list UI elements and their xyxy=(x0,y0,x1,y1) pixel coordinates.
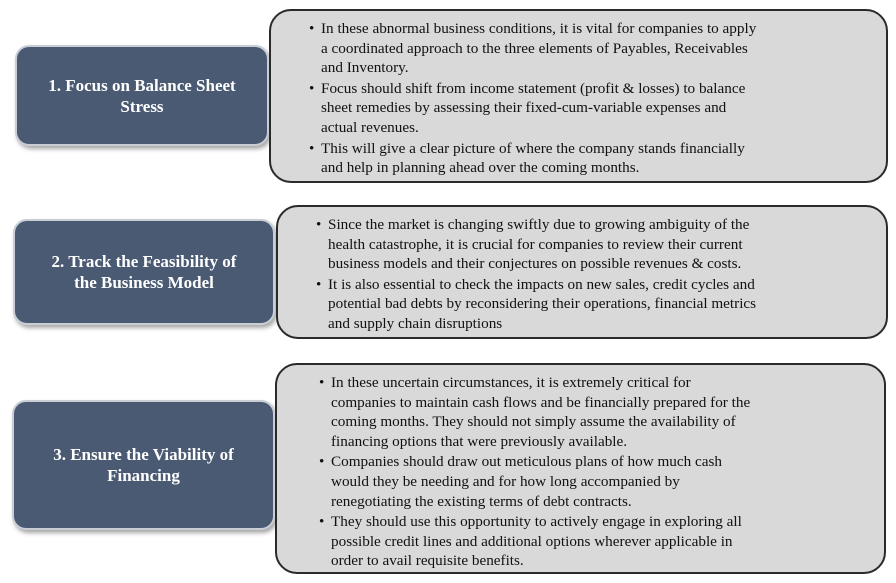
section-2-title-line-2: the Business Model xyxy=(74,273,214,292)
bullet-glyph: • xyxy=(309,139,315,157)
bullet-line: It is also essential to check the impacts on new sales, credit cycles and xyxy=(328,275,755,293)
section-1-title xyxy=(48,75,235,117)
bullet-line: This will give a clear picture of where the company stands financially xyxy=(321,139,745,157)
bullet-line: Companies should draw out meticulous plans of how much cash xyxy=(331,453,723,471)
bullet-glyph: • xyxy=(309,20,315,37)
section-1-title-line-1: 1. Focus on Balance Sheet xyxy=(48,75,236,95)
bullet-line: a coordinated approach to the three elements of Payables, Receivables xyxy=(321,39,748,57)
section-3-title-line-2: Financing xyxy=(107,466,180,485)
bullet-line: potential bad debts by reconsidering their operations, financial metrics xyxy=(328,295,757,313)
bullet-line: business models and their conjectures on possible revenues & costs. xyxy=(328,255,742,273)
bullet-glyph: • xyxy=(319,453,325,471)
bullet-glyph: • xyxy=(319,513,325,531)
section-2-bullets xyxy=(316,215,866,334)
bullet-line: and supply chain disruptions xyxy=(328,314,503,332)
bullet-line: health catastrophe, it is crucial for companies to review their current xyxy=(328,235,743,253)
bullet-glyph: • xyxy=(309,79,315,97)
bullet-line: financing options that were previously available. xyxy=(331,432,628,450)
bullet-line: would they be needing and for how long accompanied by xyxy=(331,472,680,490)
bullet-line: coming months. They should not simply assume the availability of xyxy=(331,413,736,431)
section-3-title-box xyxy=(12,400,275,530)
section-1-bullet-2 xyxy=(309,79,866,138)
bullet-glyph: • xyxy=(316,275,322,293)
section-2-bullet-2 xyxy=(316,275,866,334)
bullet-line: Focus should shift from income statement (profit & losses) to balance xyxy=(321,79,746,97)
section-2-detail-box xyxy=(276,205,888,339)
bullet-line: renegotiating the existing terms of debt contracts. xyxy=(331,492,632,510)
section-1-title-box xyxy=(15,45,269,146)
section-1-detail-box xyxy=(269,9,888,183)
bullet-line: They should use this opportunity to actively engage in exploring all xyxy=(331,513,742,531)
bullet-line: In these uncertain circumstances, it is extremely critical for xyxy=(331,374,691,391)
section-3-bullets xyxy=(319,373,864,571)
section-3-bullet-2 xyxy=(319,452,864,511)
bullet-glyph: • xyxy=(319,374,325,391)
section-2-title xyxy=(52,251,237,293)
section-3-bullet-1 xyxy=(319,373,864,451)
bullet-line: actual revenues. xyxy=(321,118,419,136)
bullet-line: and Inventory. xyxy=(321,59,409,77)
section-1-bullets xyxy=(309,19,866,178)
section-1-title-line-2: Stress xyxy=(120,96,164,116)
bullet-line: and help in planning ahead over the coming months. xyxy=(321,159,640,177)
bullet-line: order to avail requisite benefits. xyxy=(331,552,524,570)
section-1-bullet-3 xyxy=(309,139,866,178)
section-1-bullet-1 xyxy=(309,19,866,78)
section-3-title xyxy=(53,444,234,486)
bullet-glyph: • xyxy=(316,216,322,233)
section-3-detail-box xyxy=(275,363,886,574)
section-2-title-box xyxy=(13,219,275,325)
bullet-line: companies to maintain cash flows and be financially prepared for the xyxy=(331,393,751,411)
section-2-bullet-1 xyxy=(316,215,866,274)
bullet-line: possible credit lines and additional options wherever applicable in xyxy=(331,532,733,550)
section-3-title-line-1: 3. Ensure the Viability of xyxy=(53,445,234,464)
section-3-bullet-3 xyxy=(319,512,864,571)
bullet-line: sheet remedies by assessing their fixed-cum-variable expenses and xyxy=(321,99,727,117)
section-2-title-line-1: 2. Track the Feasibility of xyxy=(51,252,237,271)
bullet-line: Since the market is changing swiftly due to growing ambiguity of the xyxy=(328,216,750,233)
bullet-line: In these abnormal business conditions, it is vital for companies to apply xyxy=(321,20,757,37)
